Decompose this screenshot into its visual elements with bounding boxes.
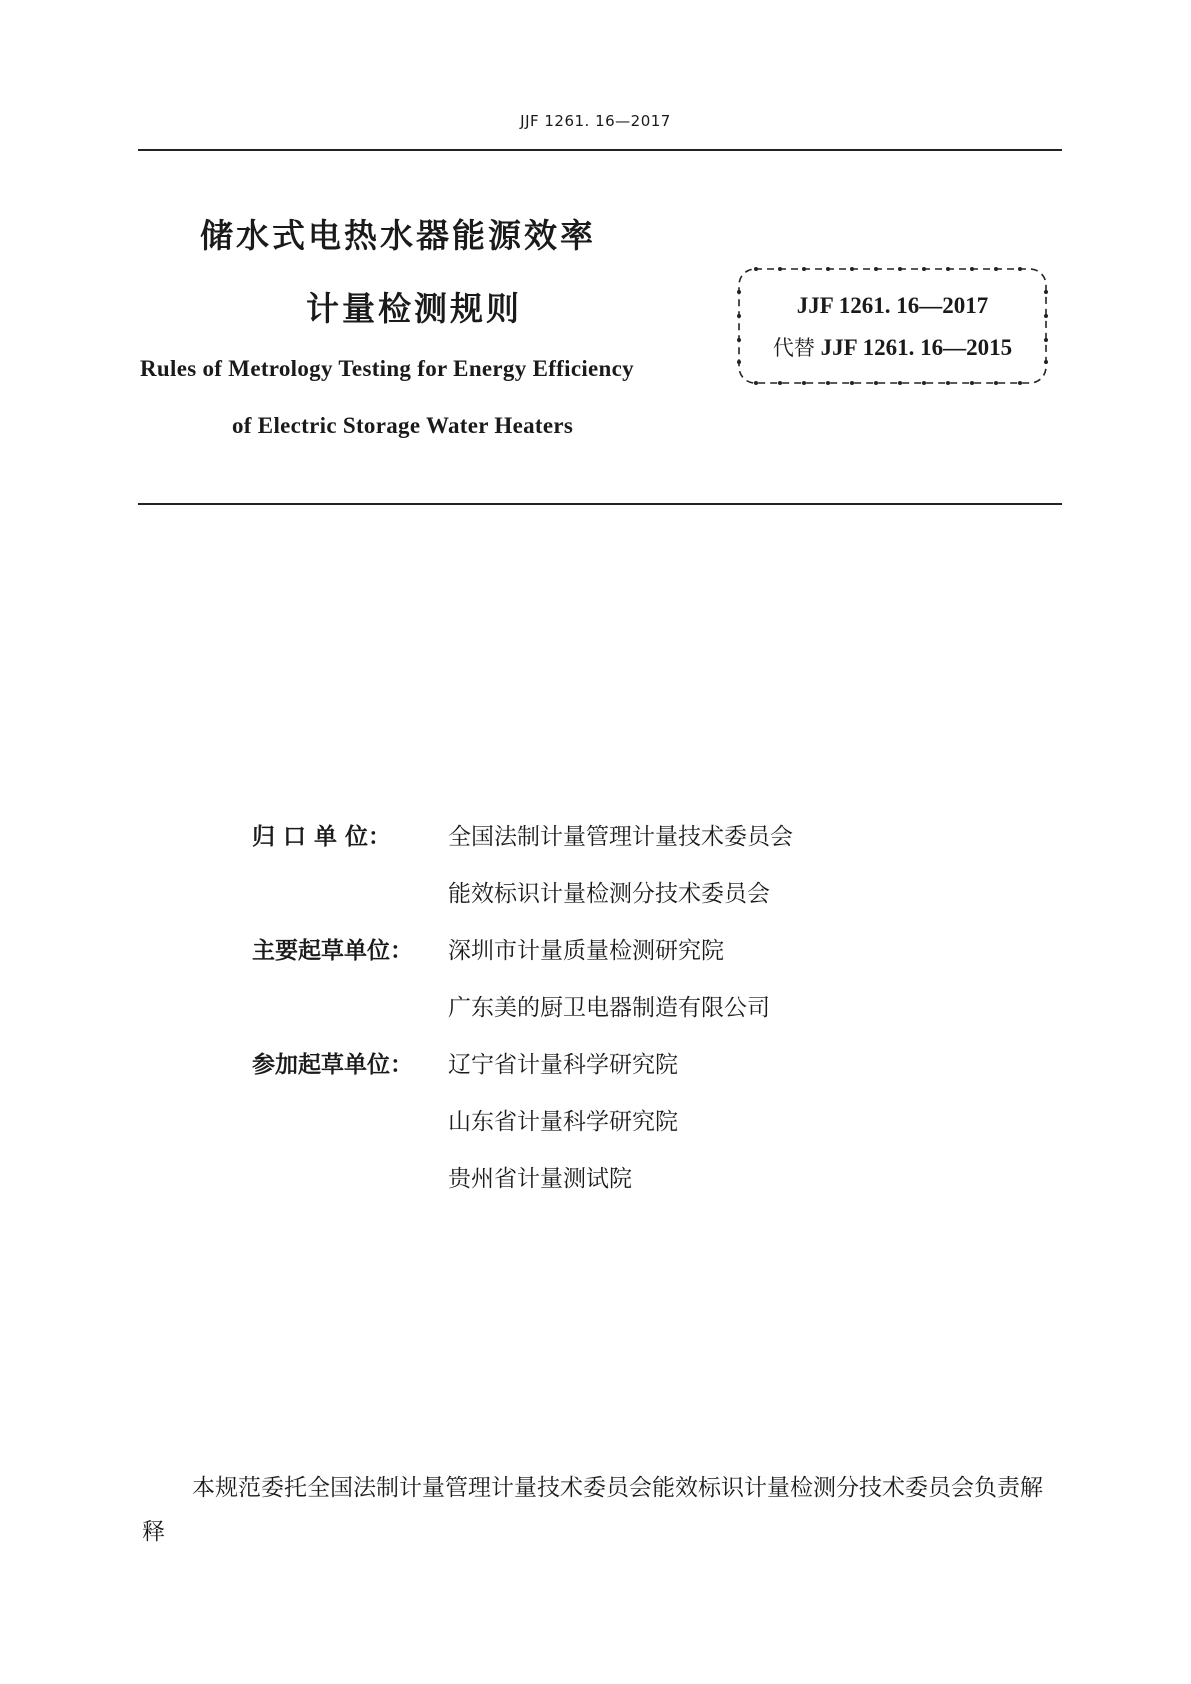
unit-value: 贵州省计量测试院 [448,1166,632,1192]
header-rule [138,149,1062,151]
unit-value: 山东省计量科学研究院 [448,1109,678,1135]
title-en-line-1: Rules of Metrology Testing for Energy Efficiency [140,356,634,381]
unit-row [252,1046,952,1103]
drafting-units-list [252,818,952,1217]
unit-row [252,932,952,989]
title-zh-line-1: 储水式电热水器能源效率 [200,216,596,255]
unit-row [252,875,952,932]
replaced-standard-code: JJF 1261. 16—2015 [820,335,1013,360]
interpretation-note: 本规范委托全国法制计量管理计量技术委员会能效标识计量检测分技术委员会负责解释 [142,1475,1043,1545]
replaces-prefix: 代替 [772,336,815,360]
unit-label: 主要起草单位： [252,938,413,964]
standard-code-box [734,264,1051,388]
unit-value: 全国法制计量管理计量技术委员会 [448,824,793,850]
unit-row [252,1103,952,1160]
title-en-line-2: of Electric Storage Water Heaters [232,413,574,438]
unit-value: 能效标识计量检测分技术委员会 [448,881,770,907]
replaces-line [734,332,1051,362]
unit-value: 广东美的厨卫电器制造有限公司 [448,995,770,1021]
unit-row [252,818,952,875]
running-header-code: JJF 1261. 16—2017 [520,112,671,130]
unit-value: 辽宁省计量科学研究院 [448,1052,678,1078]
title-block-rule [138,503,1062,505]
standard-code: JJF 1261. 16—2017 [796,293,989,318]
unit-label: 参加起草单位： [252,1052,413,1078]
unit-value: 深圳市计量质量检测研究院 [448,938,724,964]
unit-row [252,1160,952,1217]
title-zh-line-2: 计量检测规则 [306,289,522,328]
decorative-dotted-border [734,264,1051,388]
unit-label: 归 口 单 位： [252,824,392,850]
unit-row [252,989,952,1046]
